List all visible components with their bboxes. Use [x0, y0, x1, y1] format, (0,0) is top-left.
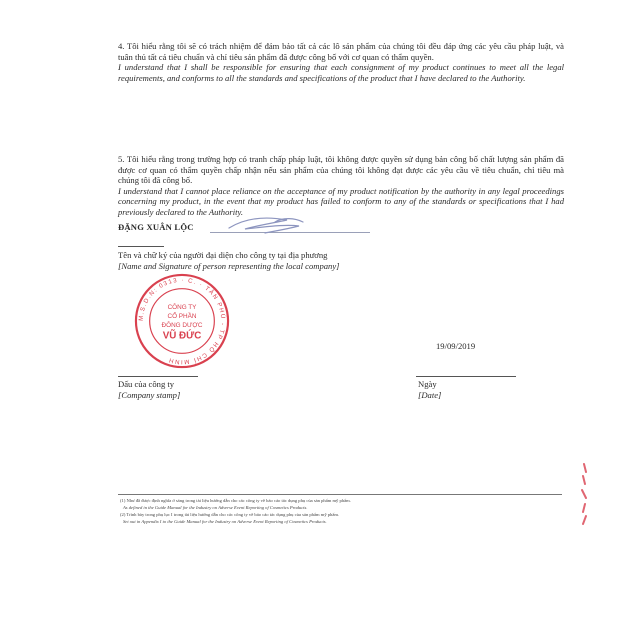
footnote-2-en: Set out in Appendix I to the Guide Manual for the Industry on Adverse Event Reporting of Cosmetics Products.: [123, 519, 327, 524]
clause-4-english: I understand that I shall be responsible for ensuring that each consignment of my product continues to meet all the legal requirements, and conforms to all the standards and specifications of the product that I have declared to the Authority.: [118, 62, 564, 83]
divider: [118, 246, 164, 247]
clause-5-english: I understand that I cannot place reliance on the acceptance of my product notification by the authority in any legal proceedings concerning my product, in the event that my product has failed to conform to any of the standards or specifications that I had previously declared to the Authority.: [118, 185, 564, 217]
company-stamp-label-en: [Company stamp]: [118, 390, 181, 400]
stamp-line-3: ĐÔNG DƯỢC: [161, 321, 203, 329]
date-label-vi: Ngày: [418, 379, 437, 389]
stamp-ring-text: M.S.D.N: 0313 · C. · TÂN PHÚ - TP HỒ CHÍ MINH: [138, 277, 226, 365]
clause-4-vietnamese: 4. Tôi hiểu rằng tôi sẽ có trách nhiệm để đảm bảo tất cả các lô sản phẩm của chúng tôi đều đáp ứng các yêu cầu pháp luật, và tuân thủ tất cả tiêu chuẩn và chỉ tiêu sản phẩm đã được công bố với cơ quan có thẩm quyền.: [118, 41, 564, 62]
date-line: [416, 376, 516, 377]
footnotes: [120, 497, 560, 525]
footnote-divider: [118, 494, 562, 495]
seal-edge-mark-icon: [578, 462, 592, 532]
footnote-1-vi: (1) Như đã được định nghĩa ở sáng trong tài liệu hướng dẫn cho các công ty về báo cáo tác dụng phụ của sản phẩm mỹ phẩm.: [120, 498, 351, 503]
signing-date: 19/09/2019: [436, 341, 476, 351]
signer-name: ĐẶNG XUÂN LỘC: [118, 222, 194, 232]
handwritten-signature-icon: [225, 214, 315, 236]
representative-label-en: [Name and Signature of person representing the local company]: [118, 261, 340, 271]
company-stamp-label-vi: Dấu của công ty: [118, 379, 175, 389]
stamp-line-4: VŨ ĐỨC: [162, 330, 202, 342]
stamp-line: [118, 376, 198, 377]
date-label-en: [Date]: [418, 390, 442, 400]
stamp-line-2: CỔ PHẦN: [167, 313, 197, 321]
footnote-2-vi: (2) Trình bày trong phụ lục I trong tài liệu hướng dẫn cho các công ty về báo cáo tác dụng phụ của sản phẩm mỹ phẩm.: [120, 512, 340, 517]
footnote-1-en: As defined in the Guide Manual for the Industry on Adverse Event Reporting of Cosmetics Products.: [123, 505, 308, 510]
company-stamp-icon: [133, 272, 231, 370]
clause-4: [118, 41, 564, 83]
clause-5: [118, 154, 564, 218]
representative-label-vi: Tên và chữ ký của người đại diện cho công ty tại địa phương: [118, 250, 328, 260]
stamp-line-1: CÔNG TY: [167, 304, 197, 312]
clause-5-vietnamese: 5. Tôi hiểu rằng trong trường hợp có tranh chấp pháp luật, tôi không được quyền sử dụng bản công bố chất lượng sản phẩm đã được cơ quan có thẩm quyền chấp nhận nếu sản phẩm của chúng tôi không đạt được các yêu cầu về tiêu chuẩn, chỉ tiêu mà chúng tôi đã công bố.: [118, 154, 564, 186]
